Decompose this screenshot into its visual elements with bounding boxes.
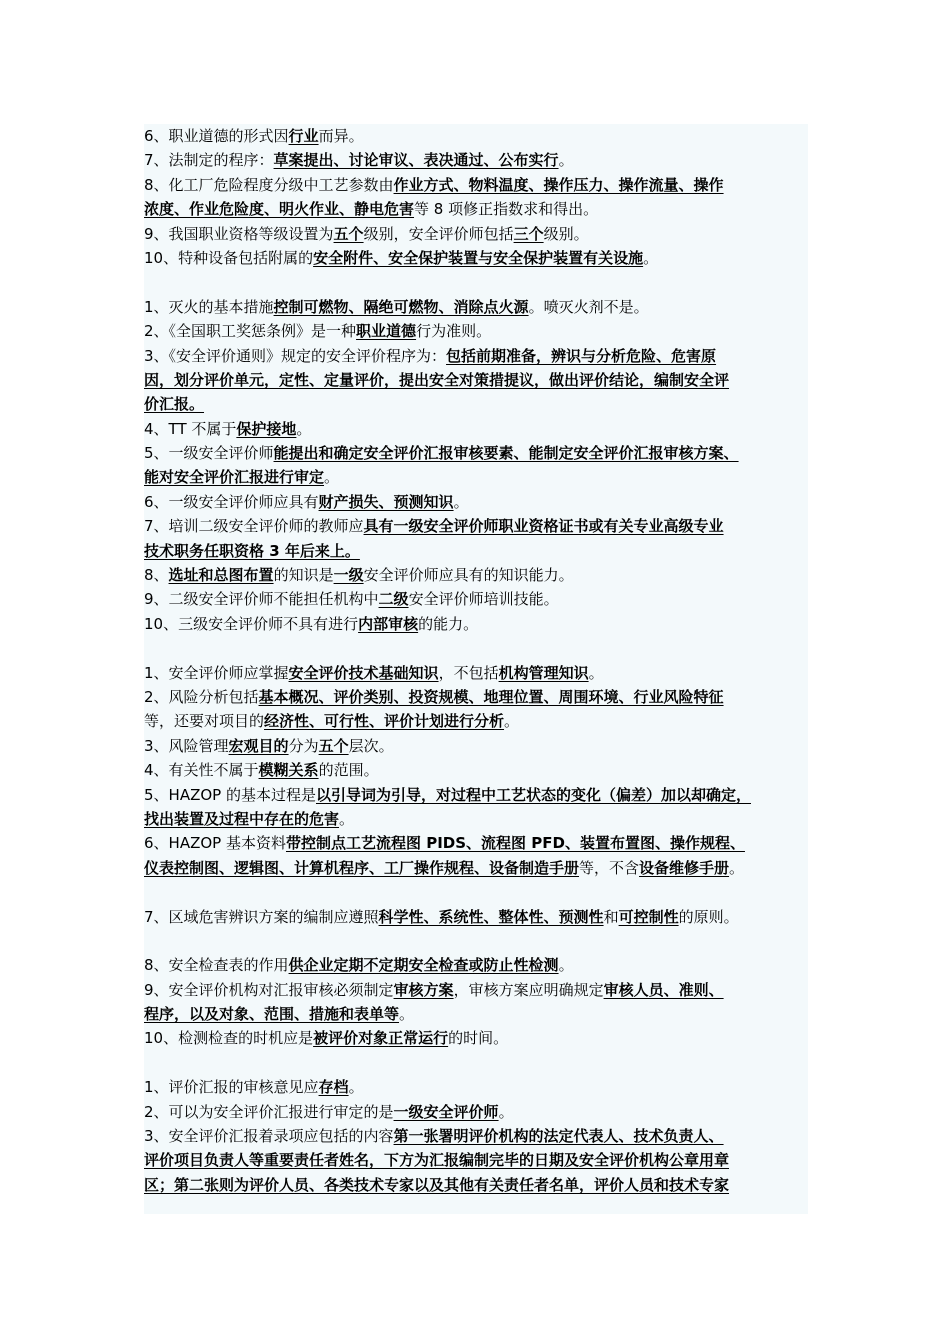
question-text: 。 xyxy=(558,151,574,170)
text-line xyxy=(144,417,808,441)
answer-text: 第一张署明评价机构的法定代表人、技术负责人、 xyxy=(393,1127,724,1146)
answer-text: 仪表控制图、逻辑图、计算机程序、工厂操作规程、设备制造手册 xyxy=(144,858,580,877)
text-line xyxy=(144,368,808,392)
answer-text: 二级 xyxy=(378,590,409,609)
question-text: 9、安全评价机构对汇报审核必须制定 xyxy=(144,980,394,999)
text-line xyxy=(144,734,808,758)
answer-text: 安全评价技术基础知识 xyxy=(288,663,439,682)
text-line xyxy=(144,246,808,270)
question-text: 2、《全国职工奖惩条例》是一种 xyxy=(144,322,357,341)
text-line xyxy=(144,953,808,977)
answer-text: 区；第二张则为评价人员、各类技术专家以及其他有关责任者名单，评价人员和技术专家 xyxy=(144,1175,730,1194)
answer-text: 供企业定期不定期安全检查或防止性检测 xyxy=(288,956,559,975)
blank-line xyxy=(144,636,808,660)
question-text: 的范围。 xyxy=(318,761,379,780)
answer-text: 被评价对象 xyxy=(313,1029,389,1048)
question-text: 7、区域危害辨识方案的编制应遵照 xyxy=(144,907,379,926)
answer-text: 科学性、系统性、整体性、预测性 xyxy=(378,907,604,926)
question-text: 的能力。 xyxy=(418,614,479,633)
document-page xyxy=(144,124,808,1214)
answer-text: 价汇报。 xyxy=(144,395,205,414)
text-line xyxy=(144,1100,808,1124)
answer-text: 控制可燃物、隔绝可燃物、消除点火源 xyxy=(273,297,529,316)
answer-text: 一级安全评价师 xyxy=(393,1102,499,1121)
question-text: 3、《安全评价通则》规定的安全评价程序为： xyxy=(144,346,447,365)
answer-text: 内部审核 xyxy=(358,614,419,633)
question-text: 而异。 xyxy=(318,127,364,145)
question-text: 3、安全评价汇报着录项应包括的内容 xyxy=(144,1127,394,1146)
text-line xyxy=(144,587,808,611)
question-text: 级别，安全评价师包括 xyxy=(363,224,514,243)
answer-text: 因，划分评价单元，定性、定量评价，提出安全对策措提议，做出评价结论，编制安全评 xyxy=(144,370,730,389)
question-text: 。 xyxy=(296,419,312,438)
text-line xyxy=(144,807,808,831)
text-line xyxy=(144,441,808,465)
text-line xyxy=(144,783,808,807)
question-text: 6、HAZOP 基本资料 xyxy=(144,834,286,853)
blank-line xyxy=(144,1051,808,1075)
question-text: 10、检测检查的时机应是 xyxy=(144,1029,314,1048)
answer-text: 选址和总图布置 xyxy=(168,566,274,585)
answer-text: 以引导词为引导，对过程中工艺状态的变化（偏差）加以却确定， xyxy=(315,785,751,804)
question-text: ，不包括 xyxy=(438,663,499,682)
text-line xyxy=(144,1002,808,1026)
answer-text: 一级 xyxy=(333,566,364,585)
answer-text: 存档 xyxy=(318,1078,349,1097)
question-text: 1、灭火的基本措施 xyxy=(144,297,274,316)
question-text: 7、法制定的程序： xyxy=(144,151,274,170)
text-line xyxy=(144,978,808,1002)
question-text: 。 xyxy=(339,809,355,828)
question-text: 分为 xyxy=(288,736,319,755)
question-text: 1、安全评价师应掌握 xyxy=(144,663,289,682)
text-line xyxy=(144,148,808,172)
question-text: 4、有关性不属于 xyxy=(144,761,259,780)
question-text: 。 xyxy=(504,712,520,731)
text-line xyxy=(144,709,808,733)
question-text: 和 xyxy=(603,907,619,926)
answer-text: 行业 xyxy=(288,127,319,145)
text-line xyxy=(144,563,808,587)
answer-text: 评价项目负责人等重要责任者姓名，下方为汇报编制完毕的日期及安全评价机构公章用章 xyxy=(144,1151,730,1170)
blank-line xyxy=(144,270,808,294)
answer-text: 财产损失、预测知识 xyxy=(318,492,454,511)
question-text: 级别。 xyxy=(543,224,589,243)
text-line xyxy=(144,197,808,221)
text-line xyxy=(144,222,808,246)
text-line xyxy=(144,124,808,148)
question-text: 的时间。 xyxy=(448,1029,509,1048)
question-text: 。 xyxy=(348,1078,364,1097)
text-line xyxy=(144,1124,808,1148)
document-body xyxy=(144,124,808,1197)
answer-text: 审核人员、准则、 xyxy=(603,980,724,999)
text-line xyxy=(144,514,808,538)
question-text: 等 8 项修正指数求和得出。 xyxy=(414,200,599,219)
question-text: 。 xyxy=(453,492,469,511)
answer-text: 审核方案 xyxy=(393,980,454,999)
text-line xyxy=(144,392,808,416)
question-text: 8、化工厂危险程度分级中工艺参数由 xyxy=(144,175,394,194)
question-text: 行为准则。 xyxy=(416,322,492,341)
text-line xyxy=(144,344,808,368)
text-line xyxy=(144,1173,808,1197)
text-line xyxy=(144,319,808,343)
text-line xyxy=(144,612,808,636)
question-text: 等，不含 xyxy=(579,858,640,877)
answer-text: 经济性、可行性、评价计划进行分析 xyxy=(264,712,505,731)
answer-text: 正常运行 xyxy=(388,1029,449,1048)
question-text: 8、 xyxy=(144,566,169,585)
question-text: 安全评价师应具有的知识能力。 xyxy=(363,566,574,585)
answer-text: 包括前期准备，辨识与分析危险、危害原 xyxy=(446,346,717,365)
answer-text: 职业道德 xyxy=(356,322,417,341)
text-line xyxy=(144,831,808,855)
answer-text: 带控制点工艺流程图 PIDS、流程图 PFD、装置布置图、操作规程、 xyxy=(285,834,745,853)
blank-line xyxy=(144,929,808,953)
text-line xyxy=(144,539,808,563)
question-text: 。 xyxy=(558,956,574,975)
answer-text: 草案提出、讨论审议、表决通过、公布实行 xyxy=(273,151,559,170)
question-text: 等，还要对项目的 xyxy=(144,712,265,731)
question-text: 。喷灭火剂不是。 xyxy=(528,297,649,316)
question-text: 7、培训二级安全评价师的教师应 xyxy=(144,517,364,536)
text-line xyxy=(144,905,808,929)
question-text: 6、一级安全评价师应具有 xyxy=(144,492,319,511)
question-text: 。 xyxy=(399,1005,415,1024)
text-line xyxy=(144,1148,808,1172)
answer-text: 能提出和确定安全评价汇报审核要素、能制定安全评价汇报审核方案、 xyxy=(273,444,739,463)
answer-text: 宏观目的 xyxy=(228,736,289,755)
answer-text: 安全附件、安全保护装置与安全保护装置有关设施 xyxy=(313,248,644,267)
text-line xyxy=(144,856,808,880)
answer-text: 机构管理知识 xyxy=(498,663,589,682)
answer-text: 可控制性 xyxy=(618,907,679,926)
question-text: 安全评价师培训技能。 xyxy=(408,590,559,609)
text-line xyxy=(144,1075,808,1099)
text-line xyxy=(144,173,808,197)
question-text: 5、HAZOP 的基本过程是 xyxy=(144,785,316,804)
answer-text: 作业方式、物料温度、操作压力、操作流量、操作 xyxy=(393,175,724,194)
answer-text: 浓度、作业危险度、明火作业、静电危害 xyxy=(144,200,415,219)
question-text: 5、一级安全评价师 xyxy=(144,444,274,463)
answer-text: 保护接地 xyxy=(236,419,297,438)
text-line xyxy=(144,758,808,782)
question-text: 4、TT 不属于 xyxy=(144,419,237,438)
question-text: 。 xyxy=(324,468,340,487)
answer-text: 基本概况、评价类别、投资规模、地理位置、周围环境、行业风险特征 xyxy=(258,687,724,706)
question-text: 。 xyxy=(588,663,604,682)
question-text: 的原则。 xyxy=(678,907,739,926)
answer-text: 五个 xyxy=(318,736,349,755)
blank-line xyxy=(144,880,808,904)
question-text: 的知识是 xyxy=(273,566,334,585)
question-text: 9、二级安全评价师不能担任机构中 xyxy=(144,590,379,609)
question-text: 1、评价汇报的审核意见应 xyxy=(144,1078,319,1097)
text-line xyxy=(144,465,808,489)
question-text: 10、三级安全评价师不具有进行 xyxy=(144,614,359,633)
question-text: 。 xyxy=(729,858,745,877)
answer-text: 五个 xyxy=(333,224,364,243)
question-text: 。 xyxy=(498,1102,514,1121)
question-text: 10、特种设备包括附属的 xyxy=(144,248,314,267)
answer-text: 设备维修手册 xyxy=(639,858,730,877)
question-text: 2、可以为安全评价汇报进行审定的是 xyxy=(144,1102,394,1121)
answer-text: 具有一级安全评价师职业资格证书或有关专业高级专业 xyxy=(363,517,724,536)
answer-text: 技术职务任职资格 3 年后来上。 xyxy=(144,541,360,560)
question-text: 3、风险管理 xyxy=(144,736,229,755)
question-text: 。 xyxy=(643,248,659,267)
question-text: 6、职业道德的形式因 xyxy=(144,127,289,145)
text-line xyxy=(144,295,808,319)
text-line xyxy=(144,661,808,685)
question-text: 8、安全检查表的作用 xyxy=(144,956,289,975)
question-text: ，审核方案应明确规定 xyxy=(453,980,604,999)
text-line xyxy=(144,1026,808,1050)
text-line xyxy=(144,490,808,514)
answer-text: 找出装置及过程中存在的危害 xyxy=(144,809,340,828)
question-text: 层次。 xyxy=(348,736,394,755)
answer-text: 模糊关系 xyxy=(258,761,319,780)
answer-text: 三个 xyxy=(513,224,544,243)
answer-text: 程序，以及对象、范围、措施和表单等 xyxy=(144,1005,400,1024)
answer-text: 能对安全评价汇报进行审定 xyxy=(144,468,325,487)
question-text: 2、风险分析包括 xyxy=(144,687,259,706)
question-text: 9、我国职业资格等级设置为 xyxy=(144,224,334,243)
text-line xyxy=(144,685,808,709)
